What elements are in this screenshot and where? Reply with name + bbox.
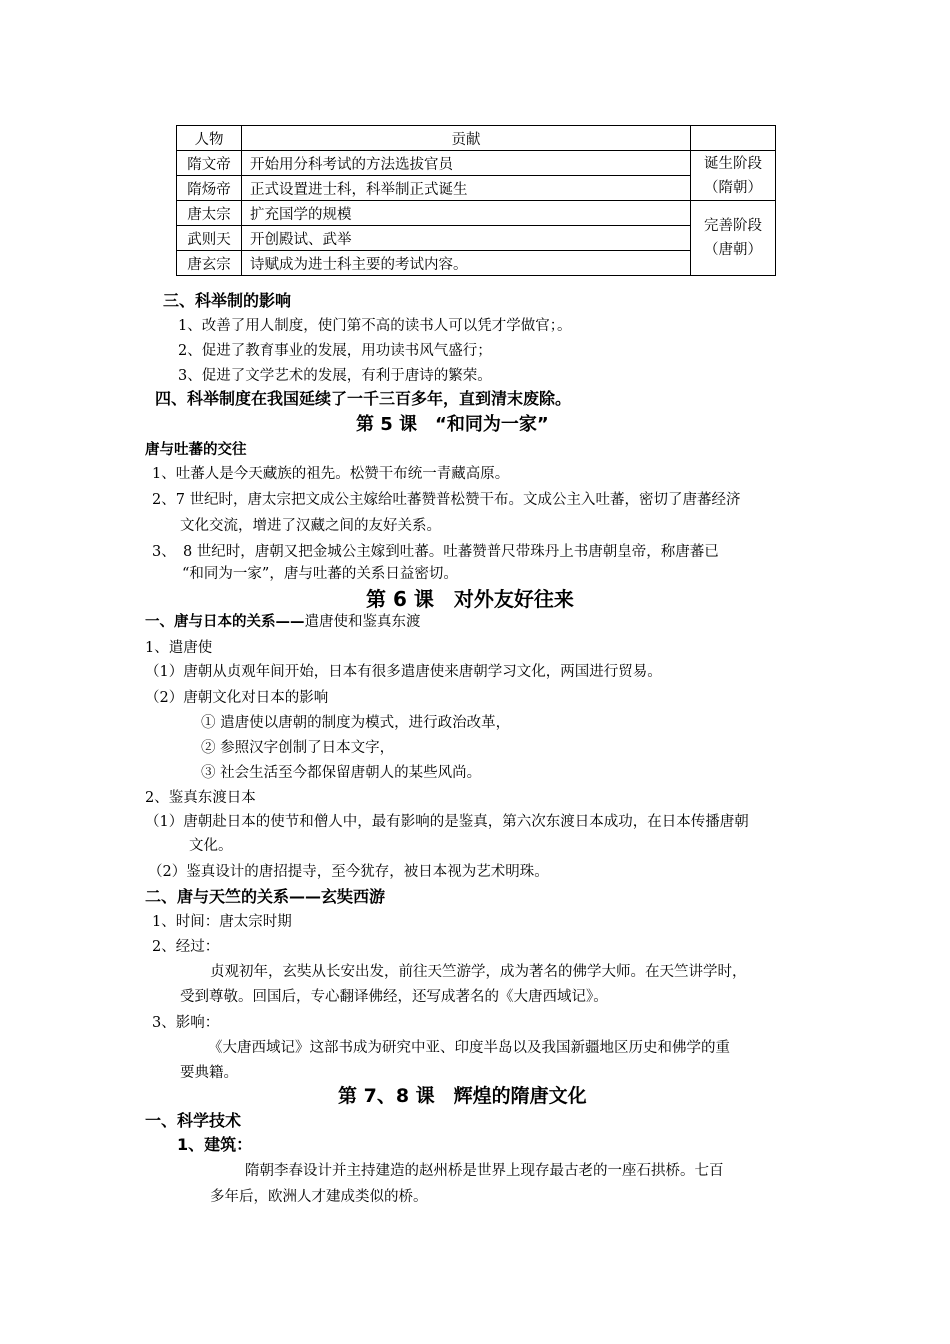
table-header-row	[177, 126, 776, 151]
lesson6-list-item: ① 遣唐使以唐朝的制度为模式，进行政治改革，	[201, 715, 511, 731]
lesson5-paragraph-cont: 文化交流，增进了汉藏之间的友好关系。	[180, 518, 441, 534]
section4-heading: 四、科举制度在我国延续了一千三百多年，直到清末废除。	[155, 389, 572, 408]
lesson6-item: 2、经过：	[152, 939, 220, 955]
lesson6-title: 第 6 课 对外友好往来	[366, 587, 574, 611]
lesson6-item: 3、影响：	[152, 1015, 220, 1031]
lesson5-paragraph: 3、 8 世纪时，唐朝又把金城公主嫁到吐蕃。吐蕃赞普尺带珠丹上书唐朝皇帝，称唐蕃已	[152, 544, 719, 560]
lesson6-paragraph: （1）唐朝从贞观年间开始，日本有很多遣唐使来唐朝学习文化，两国进行贸易。	[145, 664, 662, 680]
section3-item: 1、改善了用人制度，使门第不高的读书人可以凭才学做官；。	[178, 318, 572, 334]
lesson78-subheading: 1、建筑：	[177, 1135, 253, 1154]
row-person: 唐太宗	[177, 201, 242, 226]
section3-item: 3、促进了文学艺术的发展，有利于唐诗的繁荣。	[178, 368, 492, 384]
lesson6-paragraph-cont: 文化。	[189, 838, 233, 854]
stage-label: 诞生阶段	[704, 155, 762, 172]
lesson6-list-item: ② 参照汉字创制了日本文字，	[201, 740, 395, 756]
section3-item: 2、促进了教育事业的发展，用功读书风气盛行；	[178, 343, 492, 359]
lesson6-paragraph: 《大唐西域记》这部书成为研究中亚、印度半岛以及我国新疆地区历史和佛学的重	[208, 1040, 730, 1056]
lesson6-heading1-rest: 遣唐使和鉴真东渡	[304, 614, 421, 630]
lesson6-subheading: 1、遣唐使	[145, 640, 213, 656]
lesson6-subheading: 2、鉴真东渡日本	[145, 790, 256, 806]
section3-heading: 三、科举制的影响	[163, 291, 292, 310]
header-person: 人物	[177, 126, 242, 151]
table-row	[177, 201, 776, 226]
table-row	[177, 226, 776, 251]
lesson5-paragraph: 1、吐蕃人是今天藏族的祖先。松赞干布统一青藏高原。	[152, 466, 510, 482]
row-contribution: 开始用分科考试的方法选拔官员	[242, 151, 691, 176]
table-row	[177, 176, 776, 201]
lesson6-heading1-bold: 一、唐与日本的关系——	[145, 614, 305, 630]
row-person: 武则天	[177, 226, 242, 251]
row-person: 隋炀帝	[177, 176, 242, 201]
lesson6-heading1	[145, 610, 421, 631]
lesson5-paragraph: 2、7 世纪时，唐太宗把文成公主嫁给吐蕃赞普松赞干布。文成公主入吐蕃，密切了唐蕃经济	[152, 492, 741, 508]
table-row	[177, 151, 776, 176]
row-contribution: 正式设置进士科，科举制正式诞生	[242, 176, 691, 201]
lesson6-paragraph-cont: 要典籍。	[180, 1065, 238, 1081]
row-contribution: 开创殿试、武举	[242, 226, 691, 251]
lesson6-paragraph: （2）鉴真设计的唐招提寺，至今犹存，被日本视为艺术明珠。	[148, 864, 549, 880]
imperial-exam-table	[176, 125, 776, 276]
lesson78-title: 第 7、8 课 辉煌的隋唐文化	[338, 1085, 587, 1107]
lesson6-paragraph: 贞观初年，玄奘从长安出发，前往天竺游学，成为著名的佛学大师。在天竺讲学时，	[210, 964, 747, 980]
lesson6-item: 1、时间：唐太宗时期	[152, 914, 292, 930]
stage-label: 完善阶段	[704, 218, 762, 234]
lesson78-heading1: 一、科学技术	[145, 1111, 242, 1130]
stage-cell	[691, 201, 776, 276]
table-row	[177, 251, 776, 276]
stage-cell	[691, 151, 776, 201]
row-person: 唐玄宗	[177, 251, 242, 276]
header-contribution: 贡献	[242, 126, 691, 151]
row-contribution: 诗赋成为进士科主要的考试内容。	[242, 251, 691, 276]
lesson5-title: 第 5 课 “和同为一家”	[356, 414, 549, 435]
row-person: 隋文帝	[177, 151, 242, 176]
lesson6-list-item: ③ 社会生活至今都保留唐朝人的某些风尚。	[201, 765, 482, 781]
stage-dynasty: （隋朝）	[704, 179, 762, 196]
stage-dynasty: （唐朝）	[704, 242, 762, 258]
row-contribution: 扩充国学的规模	[242, 201, 691, 226]
header-stage	[691, 126, 776, 151]
lesson6-paragraph-cont: 受到尊敬。回国后，专心翻译佛经，还写成著名的《大唐西域记》。	[180, 989, 608, 1005]
lesson5-subtitle: 唐与吐蕃的交往	[145, 442, 247, 458]
lesson6-heading2: 二、唐与天竺的关系——玄奘西游	[145, 887, 386, 906]
lesson6-paragraph: （1）唐朝赴日本的使节和僧人中，最有影响的是鉴真，第六次东渡日本成功，在日本传播唐朝	[145, 814, 749, 830]
lesson78-paragraph-cont: 多年后，欧洲人才建成类似的桥。	[210, 1189, 428, 1205]
lesson5-paragraph-cont: “和同为一家”，唐与吐蕃的关系日益密切。	[182, 566, 458, 582]
lesson6-paragraph: （2）唐朝文化对日本的影响	[145, 690, 329, 706]
lesson78-paragraph: 隋朝李春设计并主持建造的赵州桥是世界上现存最古老的一座石拱桥。七百	[245, 1163, 724, 1179]
